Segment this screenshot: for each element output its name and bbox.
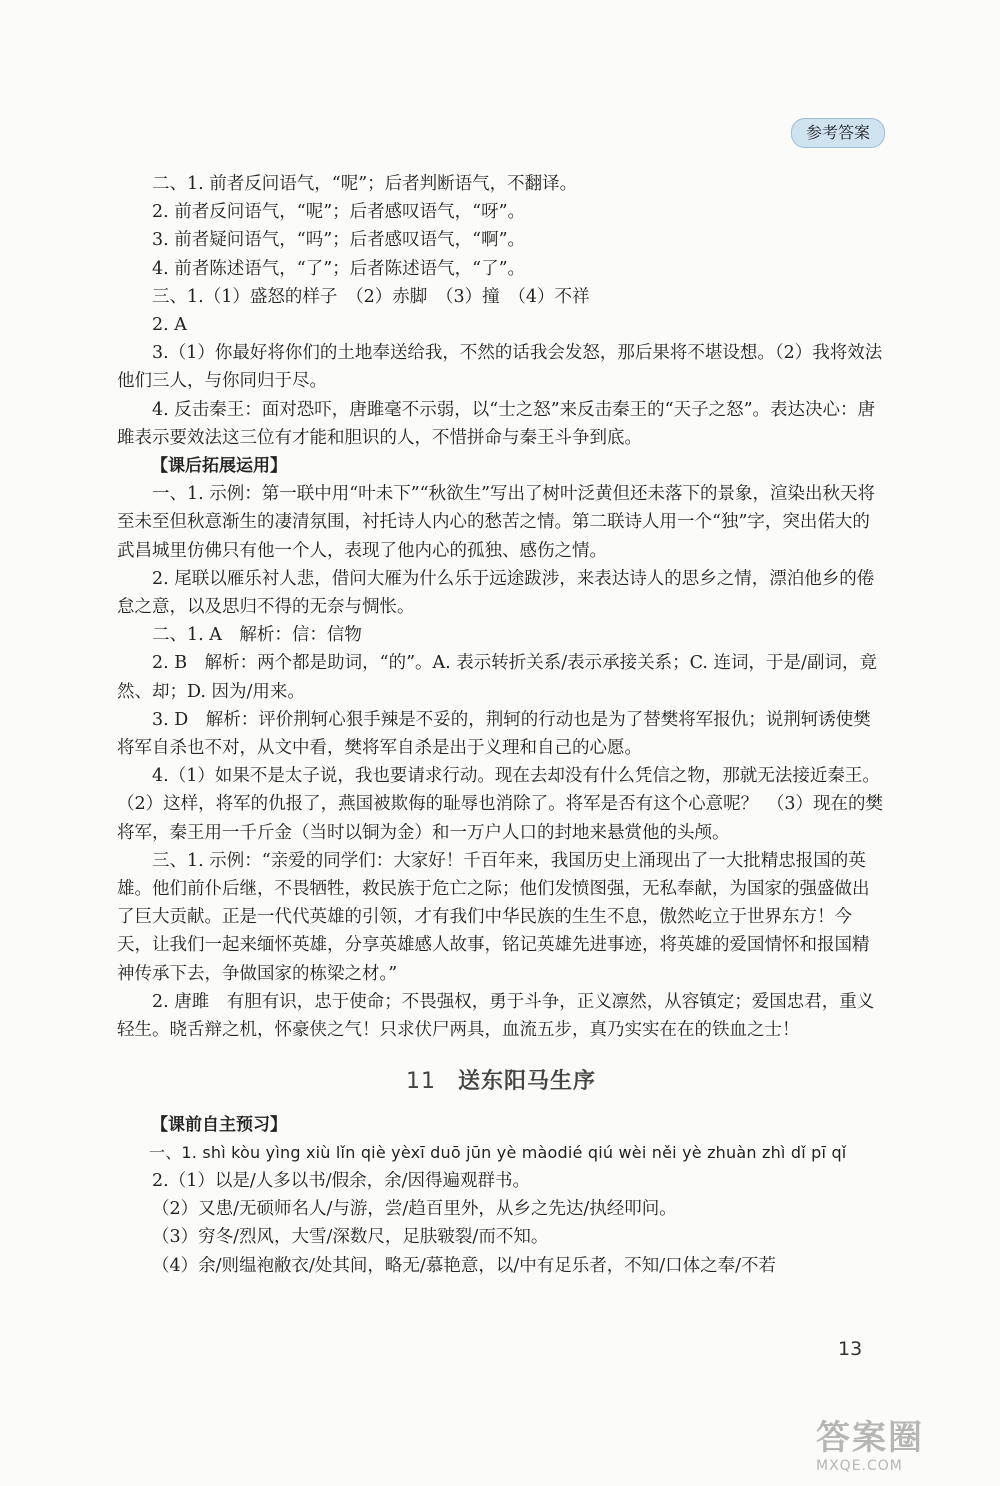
section-heading: 【课前自主预习】	[151, 1114, 287, 1135]
answer-line: 一、1. 示例：第一联中用“叶未下”“秋欲生”写出了树叶泛黄但还未落下的景象，渲染出秋天将至未至但秋意渐生的凄清氛围，衬托诗人内心的愁苦之情。第二联诗人用一个“独”字，突出偌大的武昌城里仿佛只有他一个人，表现了他内心的孤独、感伤之情。	[117, 484, 876, 561]
watermark-text: 答案圈	[816, 1418, 924, 1458]
answer-line: 4.（1）如果不是太子说，我也要请求行动。现在去却没有什么凭信之物，那就无法接近秦王。 （2）这样，将军的仇报了，燕国被欺侮的耻辱也消除了。将军是否有这个心意呢？ （3）现在的樊将军，秦王用一千斤金（当时以铜为金）和一万户人口的封地来悬赏他的头颅。	[117, 766, 889, 843]
answer-line: 二、1. 前者反问语气，“呢”；后者判断语气，不翻译。	[152, 174, 578, 194]
answer-line: 2. B 解析：两个都是助词，“的”。A. 表示转折关系/表示承接关系；C. 连词，于是/副词，竟然、却；D. 因为/用来。	[117, 653, 877, 702]
answer-line: 2.（1）以是/人多以书/假余，余/因得遍观群书。	[152, 1170, 531, 1191]
answer-line: 2. A	[152, 315, 187, 336]
section-heading: 【课后拓展运用】	[151, 456, 287, 477]
answer-line: 2. 前者反问语气，“呢”；后者感叹语气，“呀”。	[152, 202, 526, 223]
answer-line: 2. 尾联以雁乐衬人悲，借问大雁为什么乐于远途跋涉，来表达诗人的思乡之情，漂泊他乡的倦怠之意，以及思归不得的无奈与惆怅。	[117, 568, 875, 618]
answer-line: 二、1. A 解析：信：信物	[152, 625, 362, 646]
watermark-logo	[816, 1418, 996, 1480]
lesson-title	[117, 1068, 885, 1096]
answer-key-badge: 参考答案	[791, 118, 885, 148]
answer-line: 三、1.（1）盛怒的样子 （2）赤脚 （3）撞 （4）不祥	[152, 286, 590, 307]
answer-line: （3）穷冬/烈风，大雪/深数尺，足肤皲裂/而不知。	[152, 1227, 549, 1248]
answer-line: 4. 前者陈述语气，“了”；后者陈述语气，“了”。	[152, 258, 526, 279]
answer-line: 3. 前者疑问语气，“吗”；后者感叹语气，“啊”。	[152, 230, 526, 251]
answer-line: （4）余/则缊袍敝衣/处其间，略无/慕艳意，以/中有足乐者，不知/口体之奉/不若	[152, 1255, 777, 1276]
answer-line: （2）又患/无硕师名人/与游，尝/趋百里外，从乡之先达/执经叩问。	[152, 1199, 677, 1220]
answer-content	[117, 170, 889, 1280]
answer-line: 3.（1）你最好将你们的土地奉送给我，不然的话我会发怒，那后果将不堪设想。（2）我将效法他们三人，与你同归于尽。	[117, 343, 883, 392]
watermark-url: MXQE.COM	[816, 1458, 903, 1474]
lesson-name: 送东阳马生序	[457, 1069, 596, 1095]
answer-line: 4. 反击秦王：面对恐吓，唐雎毫不示弱，以“士之怒”来反击秦王的“天子之怒”。表达决心：唐雎表示要效法这三位有才能和胆识的人，不惜拼命与秦王斗争到底。	[117, 399, 876, 448]
pinyin-line: 一、1. shì kòu yìng xiù lǐn qiè yèxī duō jūn yè màodié qiú wèi něi yè zhuàn zhì dǐ pī qǐ	[149, 1142, 847, 1162]
answer-line: 三、1. 示例：“亲爱的同学们：大家好！千百年来，我国历史上涌现出了一大批精忠报国的英雄。他们前仆后继，不畏牺牲，救民族于危亡之际；他们发愤图强，无私奉献，为国家的强盛做出了巨大贡献。正是一代代英雄的引领，才有我们中华民族的生生不息，傲然屹立于世界东方！今天，让我们一起来缅怀英雄，分享英雄感人故事，铭记英雄先进事迹，将英雄的爱国情怀和报国精神传承下去，争做国家的栋梁之材。”	[117, 850, 870, 984]
lesson-number: 11	[405, 1069, 436, 1095]
answer-line: 2. 唐雎 有胆有识，忠于使命；不畏强权，勇于斗争，正义凛然，从容镇定；爱国忠君，重义轻生。晓舌辩之机，怀豪侠之气！只求伏尸两具，血流五步，真乃实实在在的铁血之士！	[117, 991, 875, 1041]
page-number: 13	[838, 1338, 863, 1360]
answer-line: 3. D 解析：评价荆轲心狠手辣是不妥的，荆轲的行动也是为了替樊将军报仇；说荆轲诱使樊将军自杀也不对，从文中看，樊将军自杀是出于义理和自己的心愿。	[117, 709, 871, 759]
